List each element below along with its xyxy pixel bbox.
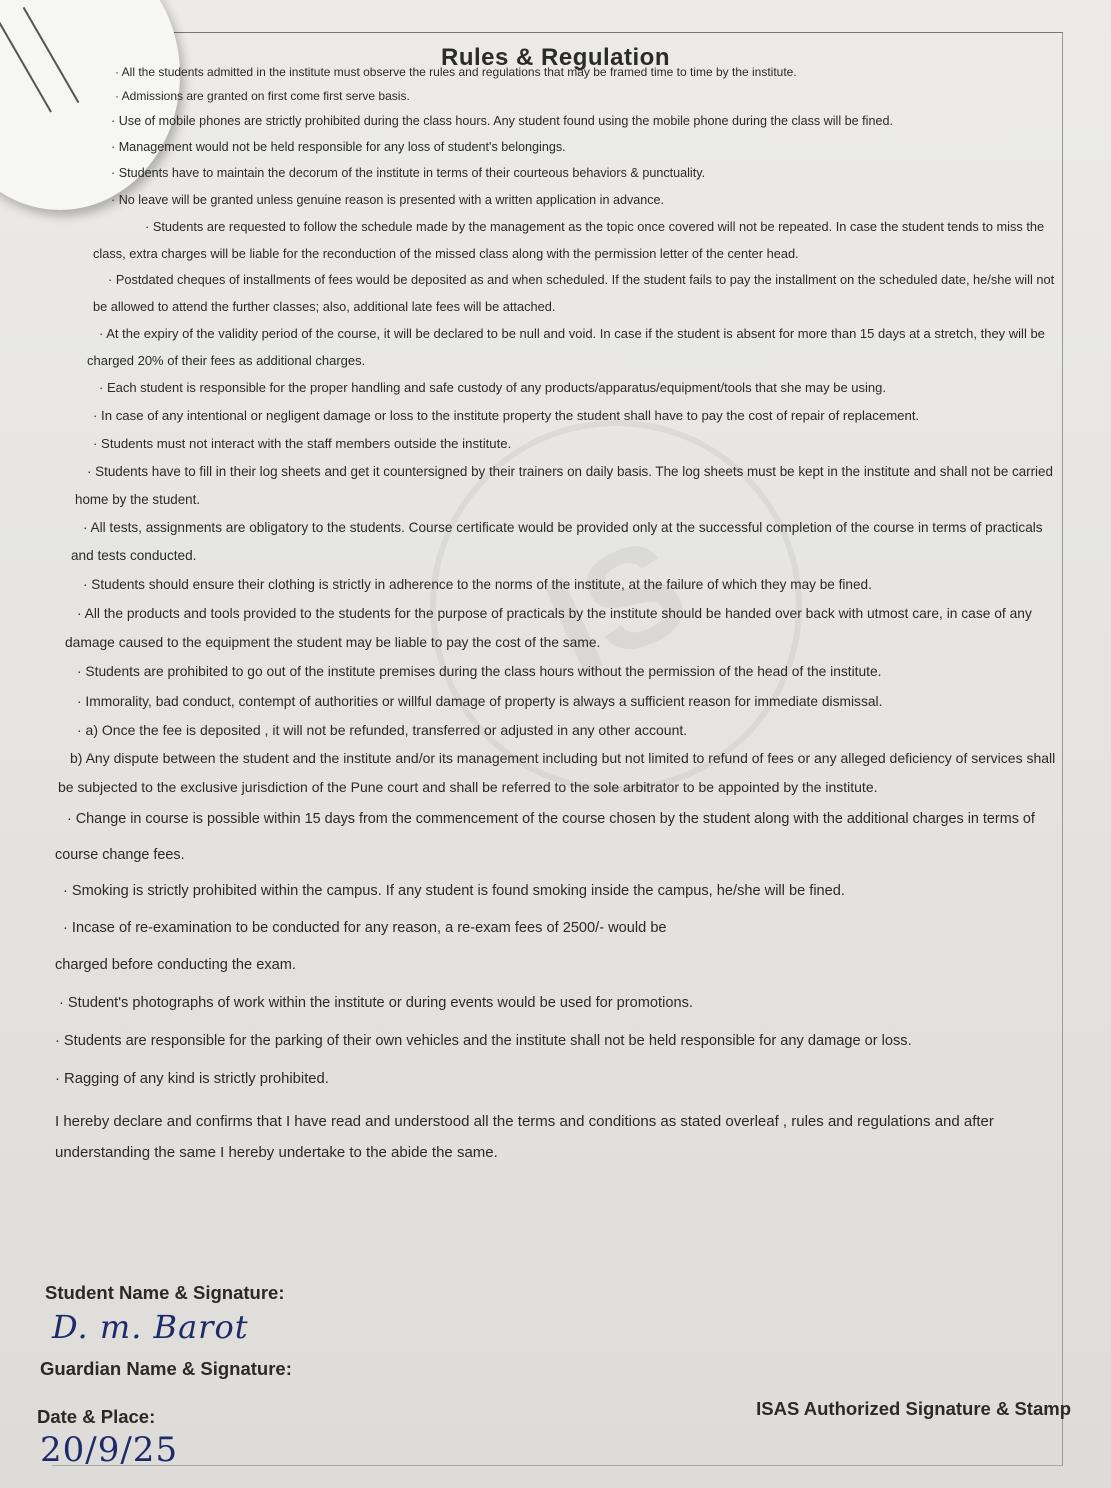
rule-item: · Students are requested to follow the schedule made by the management as the topic once covered will not be repeated. In case the student tends to miss the class, extra charges will be liable for the reconduction of the missed class along with the permission letter of the center head.	[93, 219, 1045, 261]
rule-item: · a) Once the fee is deposited , it will not be refunded, transferred or adjusted in any other account.	[77, 722, 688, 738]
rule-item: · All the products and tools provided to the students for the purpose of practicals by the institute should be handed over back with utmost care, in case of any damage caused to the equipment the student may be liable to pay the cost of the same.	[65, 606, 1032, 650]
rule-item: · In case of any intentional or negligent damage or loss to the institute property the student shall have to pay the cost of repair of replacement.	[93, 408, 920, 423]
rule-item: · Immorality, bad conduct, contempt of authorities or willful damage of property is always a sufficient reason for immediate dismissal.	[77, 694, 883, 709]
declaration-text: I hereby declare and confirms that I have read and understood all the terms and conditions as stated overleaf , rules and regulations and after understanding the same I hereby undertake to the abide the same.	[55, 1113, 994, 1161]
rule-item: · Admissions are granted on first come first serve basis.	[115, 89, 410, 103]
rule-item: · All tests, assignments are obligatory to the students. Course certificate would be provided only at the successful completion of the course in terms of practicals and tests conducted.	[71, 520, 1043, 563]
rule-item: · Postdated cheques of installments of fees would be deposited as and when scheduled. If the student fails to pay the installment on the scheduled date, he/she will not be allowed to attend the further classes; also, additional late fees will be attached.	[93, 272, 1055, 314]
rule-item: · Each student is responsible for the proper handling and safe custody of any products/apparatus/equipment/tools that she may be using.	[99, 380, 886, 395]
rule-item: · Students have to fill in their log sheets and get it countersigned by their trainers on daily basis. The log sheets must be kept in the institute and shall not be carried home by the student.	[75, 464, 1053, 507]
rule-item: · All the students admitted in the institute must observe the rules and regulations that may be framed time to time by the institute.	[115, 65, 797, 79]
rule-item: · Students must not interact with the staff members outside the institute.	[93, 436, 512, 451]
student-signature: D. m. Barot	[52, 1308, 249, 1346]
rules-list	[55, 60, 1060, 1168]
date-place-label: Date & Place:	[37, 1406, 156, 1427]
rule-item: · Change in course is possible within 15 days from the commencement of the course chosen by the student along with the additional charges in terms of course change fees.	[55, 811, 1035, 863]
guardian-signature-label: Guardian Name & Signature:	[40, 1358, 292, 1379]
rule-item: · Use of mobile phones are strictly prohibited during the class hours. Any student found using the mobile phone during the class will be fined.	[111, 114, 893, 128]
rule-item: b) Any dispute between the student and the institute and/or its management including but not limited to refund of fees or any alleged deficiency of services shall be subjected to the exclusive jurisdiction of the Pune court and shall be referred to the sole arbitrator to be appointed by the institute.	[58, 750, 1056, 795]
date-value: 20/9/25	[40, 1430, 179, 1470]
rule-item: · Students are prohibited to go out of the institute premises during the class hours without the permission of the head of the institute.	[77, 664, 882, 679]
rule-item: · Smoking is strictly prohibited within the campus. If any student is found smoking inside the campus, he/she will be fined.	[63, 883, 845, 899]
rule-item: · Student's photographs of work within the institute or during events would be used for promotions.	[59, 995, 693, 1011]
rule-item: · At the expiry of the validity period of the course, it will be declared to be null and void. In case if the student is absent for more than 15 days at a stretch, they will be charged 20% of their fees as additional charges.	[87, 326, 1045, 368]
rule-item: · Management would not be held responsible for any loss of student's belongings.	[111, 140, 566, 154]
rule-item: · Students have to maintain the decorum of the institute in terms of their courteous behaviors & punctuality.	[111, 166, 706, 180]
rule-item: · Students are responsible for the parking of their own vehicles and the institute shall not be held responsible for any damage or loss.	[55, 1033, 912, 1049]
authorized-signature-label: ISAS Authorized Signature & Stamp	[756, 1398, 1071, 1419]
rule-item: · No leave will be granted unless genuine reason is presented with a written application in advance.	[111, 193, 665, 207]
watermark-logo: IS	[369, 359, 863, 853]
rule-item: · Students should ensure their clothing is strictly in adherence to the norms of the institute, at the failure of which they may be fined.	[83, 577, 872, 592]
rule-item: · Ragging of any kind is strictly prohibited.	[55, 1071, 329, 1087]
student-signature-label: Student Name & Signature:	[45, 1282, 285, 1303]
rule-item: · Incase of re-examination to be conducted for any reason, a re-exam fees of 2500/- would be charged before conducting the exam.	[55, 920, 667, 973]
page-title: Rules & Regulation	[440, 44, 671, 71]
